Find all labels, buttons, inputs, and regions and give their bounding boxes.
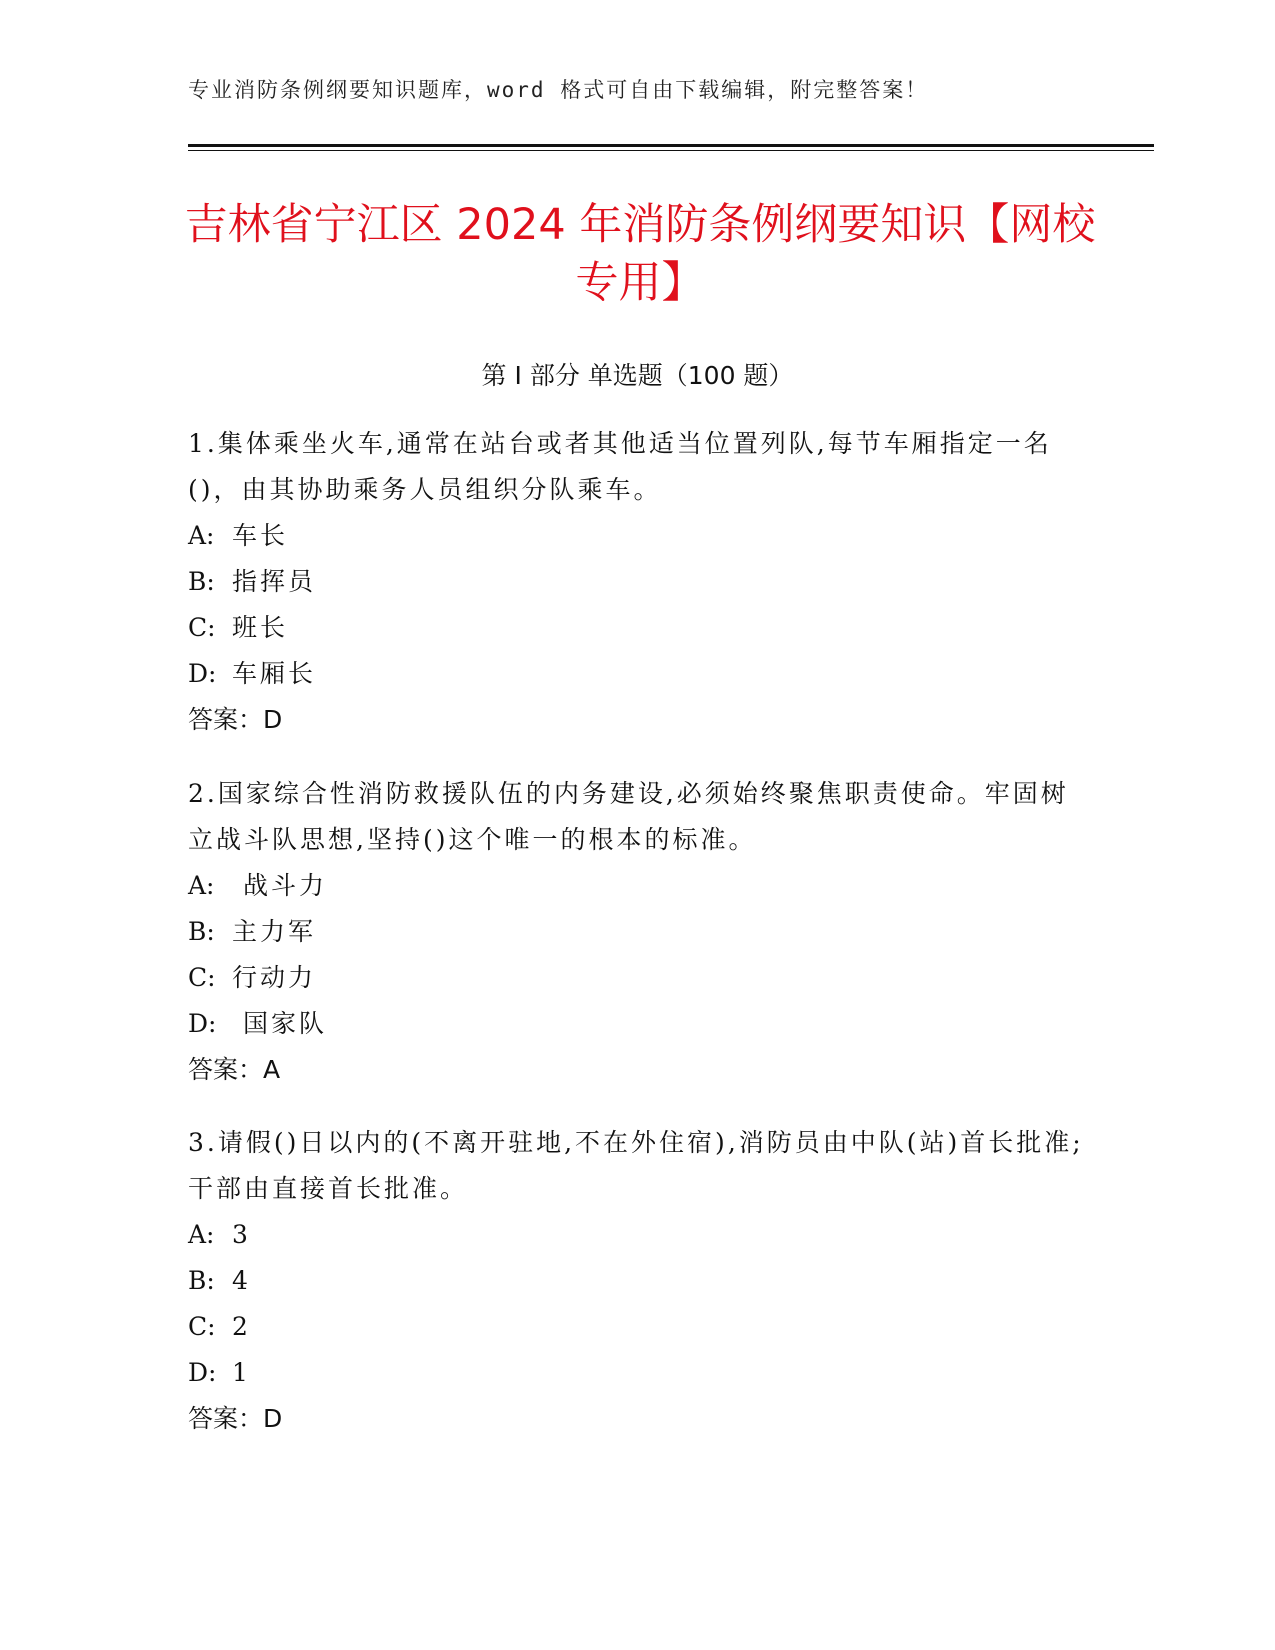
option-text: 主力军 — [232, 917, 317, 946]
option-letter: C: — [188, 1312, 216, 1341]
option-c — [188, 955, 1088, 1001]
answer: 答案：A — [188, 1055, 281, 1084]
option-letter: D: — [188, 1358, 217, 1387]
header-rule-thick — [188, 144, 1154, 147]
option-a — [188, 1212, 1088, 1258]
option-letter: A: — [188, 521, 215, 550]
option-d — [188, 651, 1088, 697]
option-b — [188, 909, 1088, 955]
option-text: 4 — [232, 1266, 251, 1295]
option-letter: B: — [188, 567, 215, 596]
option-d — [188, 1350, 1088, 1396]
option-text: 战斗力 — [232, 871, 327, 900]
question-stem: 1.集体乘坐火车,通常在站台或者其他适当位置列队,每节车厢指定一名()，由其协助乘务人员组织分队乘车。 — [188, 429, 1052, 504]
document-title: 吉林省宁江区 2024 年消防条例纲要知识【网校专用】 — [184, 200, 1096, 308]
option-text: 3 — [232, 1220, 251, 1249]
option-b — [188, 559, 1088, 605]
section-title: 第 I 部分 单选题（100 题） — [481, 361, 794, 390]
option-c — [188, 605, 1088, 651]
option-letter: D: — [188, 659, 217, 688]
option-text: 车长 — [232, 521, 289, 550]
option-text: 指挥员 — [232, 567, 317, 596]
question-stem: 3.请假()日以内的(不离开驻地,不在外住宿),消防员由中队(站)首长批准;干部由直接首长批准。 — [188, 1128, 1084, 1203]
option-letter: B: — [188, 917, 215, 946]
option-letter: C: — [188, 613, 216, 642]
option-text: 国家队 — [232, 1009, 327, 1038]
header-rule-thin — [188, 150, 1154, 151]
option-b — [188, 1258, 1088, 1304]
answer: 答案：D — [188, 1404, 283, 1433]
option-letter: A: — [188, 1220, 215, 1249]
option-letter: A: — [188, 871, 215, 900]
option-c — [188, 1304, 1088, 1350]
option-text: 班长 — [232, 613, 289, 642]
question-1 — [188, 421, 1088, 743]
option-text: 车厢长 — [232, 659, 317, 688]
option-text: 1 — [232, 1358, 251, 1387]
question-stem: 2.国家综合性消防救援队伍的内务建设,必须始终聚焦职责使命。牢固树立战斗队思想,坚持()这个唯一的根本的标准。 — [188, 779, 1069, 854]
header-note: 专业消防条例纲要知识题库，word 格式可自由下载编辑，附完整答案！ — [188, 78, 929, 102]
option-d — [188, 1001, 1088, 1047]
option-letter: D: — [188, 1009, 217, 1038]
option-a — [188, 513, 1088, 559]
option-letter: C: — [188, 963, 216, 992]
question-3 — [188, 1120, 1088, 1442]
option-text: 2 — [232, 1312, 251, 1341]
option-letter: B: — [188, 1266, 215, 1295]
answer: 答案：D — [188, 705, 283, 734]
option-text: 行动力 — [232, 963, 317, 992]
option-a — [188, 863, 1088, 909]
question-2 — [188, 771, 1088, 1093]
